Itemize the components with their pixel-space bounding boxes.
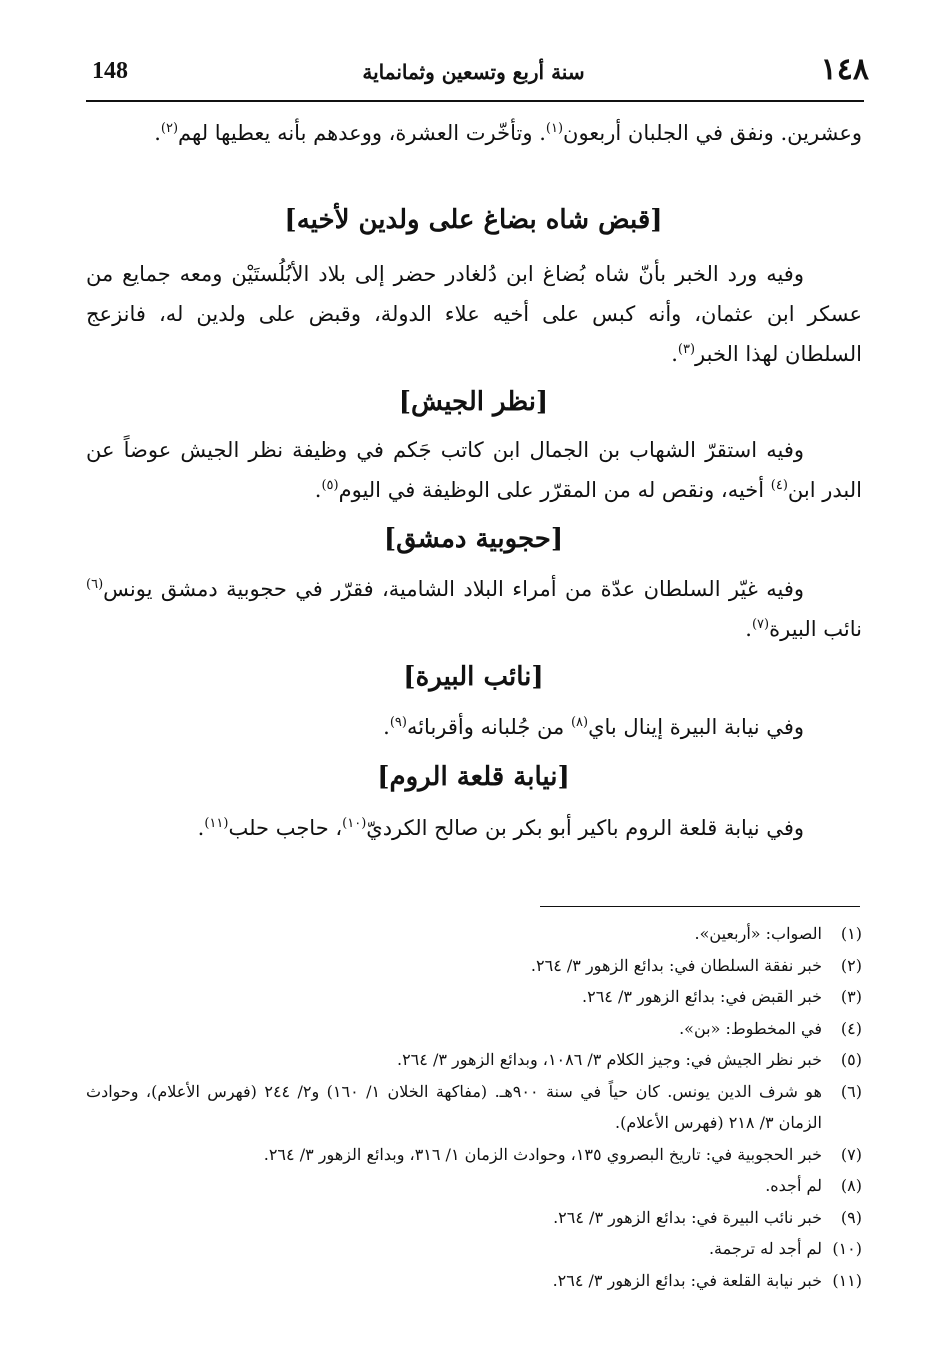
paragraph-text: .	[314, 478, 322, 502]
footnote-ref: (٩)	[389, 715, 407, 730]
footnote-number: (٦)	[840, 1081, 862, 1101]
paragraph-3	[86, 569, 862, 649]
paragraph-text: وفيه ورد الخبر بأنّ شاه بُضاغ ابن دُلغادر حضر إلى بلاد الأبُلُستَيْن ومعه جمايع من عسكر ابن عثمان، وأنه كبس على أخيه علاء الدولة، وقبض على ولدين له، فانزعج السلطان لهذا الخبر	[86, 262, 862, 366]
footnote-number: (٩)	[840, 1207, 862, 1227]
footnote-ref: (٢)	[160, 121, 179, 136]
footnote-text: خبر نائب البيرة في: بدائع الزهور ٣/ ٢٦٤.	[553, 1207, 822, 1227]
footnote-number: (٣)	[840, 987, 862, 1006]
footnote	[86, 1202, 862, 1234]
footnote-ref: (١٠)	[342, 816, 367, 831]
footnote-ref: (٥)	[321, 478, 339, 493]
footnotes	[86, 918, 862, 1296]
paragraph-1	[86, 254, 862, 374]
footnote-ref: (١)	[545, 121, 564, 136]
footnote-rule	[540, 906, 860, 907]
paragraph-text: وفي نيابة البيرة إينال باي	[588, 715, 804, 739]
footnote	[86, 1265, 862, 1297]
footnote-text: هو شرف الدين يونس. كان حياً في سنة ٩٠٠هـ. (مفاكهة الخلان ١/ ١٦٠) و٢/ ٢٤٤ (فهرس الأعلام)، وحوادث الزمان ٣/ ٢١٨ (فهرس الأعلام).	[86, 1081, 822, 1132]
footnote-ref: (٧)	[751, 617, 770, 632]
footnote-text: لم أجد له ترجمة.	[708, 1239, 822, 1258]
footnote-ref: (١١)	[204, 816, 229, 831]
footnote-text: خبر الحجوبية في: تاريخ البصروي ١٣٥، وحوادث الزمان ١/ ٣١٦، وبدائع الزهور ٣/ ٢٦٤.	[263, 1144, 822, 1164]
footnote-text: لم أجده.	[765, 1176, 822, 1195]
footnote-text: خبر نيابة القلعة في: بدائع الزهور ٣/ ٢٦٤.	[552, 1270, 822, 1290]
footnote-number: (١١)	[832, 1270, 862, 1290]
footnote-ref: (٤)	[770, 478, 788, 493]
footnote-number: (١)	[840, 924, 862, 943]
paragraph-text: أخيه، ونقص له من المقرّر على الوظيفة في اليوم	[338, 478, 771, 502]
paragraph-text: .	[745, 617, 752, 641]
paragraph-text: وعشرين. ونفق في الجلبان أربعون	[563, 121, 862, 145]
paragraph-0	[86, 113, 862, 153]
footnote-ref: (٣)	[677, 342, 696, 357]
footnote	[86, 918, 862, 950]
section-heading: [قبض شاه بضاغ على ولدين لأخيه]	[284, 205, 663, 235]
page-number-latin: 148	[92, 58, 128, 84]
footnote-text: خبر نفقة السلطان في: بدائع الزهور ٣/ ٢٦٤.	[530, 955, 822, 975]
paragraph-text: وفي نيابة قلعة الروم باكير أبو بكر بن صالح الكرديّ	[366, 816, 804, 840]
paragraph-text: وفيه استقرّ الشهاب بن الجمال ابن كاتب جَكم في وظيفة نظر الجيش عوضاً عن البدر ابن	[86, 438, 862, 502]
paragraph-text: . وتأخّرت العشرة، ووعدهم بأنه يعطيها لهم	[178, 121, 546, 145]
running-title: سنة أربع وتسعين وثمانماية	[362, 60, 585, 84]
footnote	[86, 1076, 862, 1139]
paragraph-text: .	[383, 715, 390, 739]
footnote	[86, 950, 862, 982]
footnote-number: (١٠)	[832, 1239, 862, 1258]
paragraph-text: وفيه غيّر السلطان عدّة من أمراء البلاد الشامية، فقرّر في حجوبية دمشق يونس	[103, 577, 804, 601]
footnote-text: خبر نظر الجيش في: وجيز الكلام ٣/ ١٠٨٦، وبدائع الزهور ٣/ ٢٦٤.	[396, 1050, 822, 1069]
footnote-ref: (٦)	[86, 577, 104, 592]
paragraph-2	[86, 430, 862, 510]
section-heading: [نظر الجيش]	[398, 387, 549, 417]
paragraph-text: .	[671, 342, 678, 366]
footnote	[86, 1044, 862, 1076]
paragraph-5	[86, 808, 862, 848]
paragraph-text: من جُلبانه وأقربائه	[406, 715, 571, 739]
footnote-number: (٧)	[840, 1144, 862, 1164]
footnote-number: (٨)	[840, 1176, 862, 1195]
section-heading: [نيابة قلعة الروم]	[377, 762, 570, 792]
footnote	[86, 981, 862, 1013]
footnote	[86, 1139, 862, 1171]
footnote-text: في المخطوط: «بن».	[679, 1018, 822, 1038]
paragraph-text: .	[154, 121, 161, 145]
footnote	[86, 1013, 862, 1045]
section-heading: [حجوبية دمشق]	[383, 524, 564, 554]
footnote	[86, 1170, 862, 1202]
footnote	[86, 1233, 862, 1265]
footnote-text: الصواب: «أربعين».	[694, 924, 822, 943]
footnote-number: (٤)	[840, 1018, 862, 1038]
paragraph-text: ، حاجب حلب	[228, 816, 343, 840]
footnote-ref: (٨)	[570, 715, 589, 730]
footnote-number: (٥)	[840, 1050, 862, 1069]
header-rule	[86, 100, 864, 102]
footnote-number: (٢)	[840, 955, 862, 975]
footnote-text: خبر القبض في: بدائع الزهور ٣/ ٢٦٤.	[582, 987, 822, 1006]
paragraph-text: نائب البيرة	[769, 617, 862, 641]
paragraph-4	[86, 707, 862, 747]
paragraph-text: .	[197, 816, 205, 840]
section-heading: [نائب البيرة]	[403, 662, 544, 692]
page-number-arabic: ١٤٨	[820, 52, 869, 87]
